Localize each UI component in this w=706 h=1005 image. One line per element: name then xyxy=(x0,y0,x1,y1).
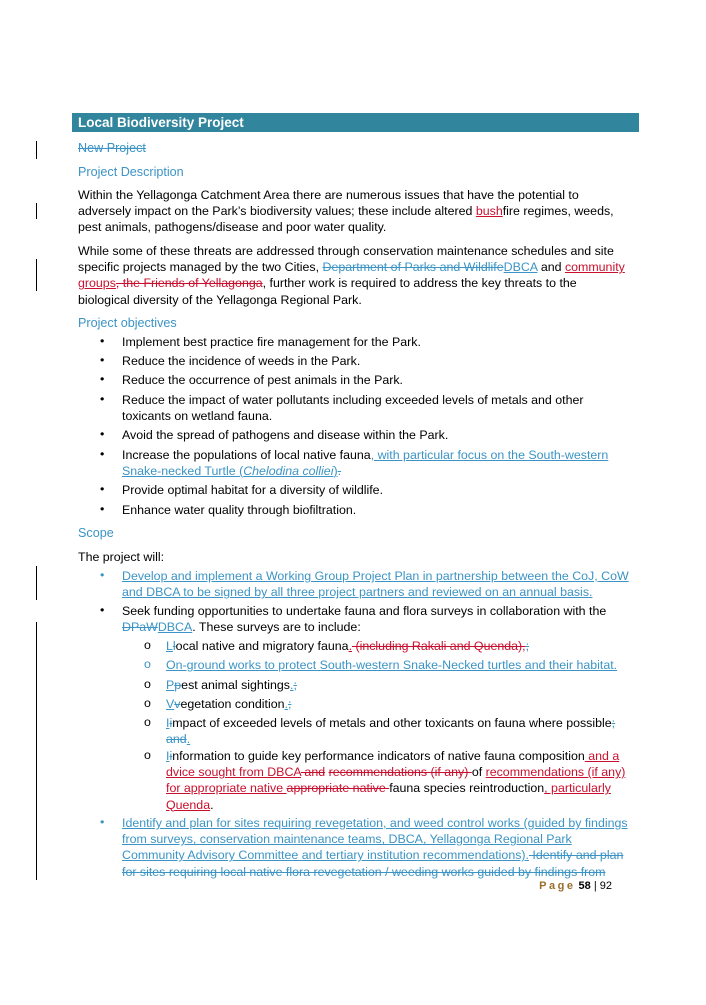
sub-list-item: Vvegetation condition.; xyxy=(166,697,292,711)
list-item: Reduce the impact of water pollutants including exceeded levels of metals and other toxicants on wetland fauna. xyxy=(122,393,584,424)
list-item: Provide optimal habitat for a diversity of wildlife. xyxy=(122,483,384,497)
sub-list-item: Ppest animal sightings.; xyxy=(166,678,297,692)
change-bar xyxy=(36,141,37,159)
page-label: Page xyxy=(539,880,576,892)
project-description-heading: Project Description xyxy=(78,165,184,179)
list-item: Identify and plan for sites requiring revegetation, and weed control works (guided by findings from surveys, conservation maintenance teams, DBCA, Yellagonga Regional Park Community Advisory Committee and tertiary institution recommendations). Identify and plan for sites requiring local native flora revegetation / weeding works guided by findings from xyxy=(122,816,628,879)
page-separator: | xyxy=(590,880,600,892)
sub-list-item: On-ground works to protect South-western Snake-Necked turtles and their habitat. xyxy=(166,658,618,672)
scope-heading: Scope xyxy=(78,526,114,540)
list-item: Enhance water quality through biofiltration. xyxy=(122,503,357,517)
description-paragraph-1: Within the Yellagonga Catchment Area there are numerous issues that have the potential to adversely impact on the Park’s biodiversity values; these include altered bushfire regimes, weeds, pest animals, pathogens/disease and poor water quality. xyxy=(78,188,614,235)
page-number: 58 xyxy=(578,880,591,892)
list-item: Seek funding opportunities to undertake fauna and flora surveys in collaboration with the DPaWDBCA. These surveys are to include: xyxy=(122,604,607,635)
scope-intro: The project will: xyxy=(78,550,165,564)
list-item: Reduce the incidence of weeds in the Park. xyxy=(122,354,361,368)
description-paragraph-2: While some of these threats are addressed through conservation maintenance schedules and site specific projects managed by the two Cities, Department of Parks and WildlifeDBCA and community groups, the Friends of Yellagonga, further work is required to address the key threats to the biological diversity of the Yellagonga Regional Park. xyxy=(78,244,625,307)
list-item: Implement best practice fire management for the Park. xyxy=(122,335,421,349)
page-total: 92 xyxy=(599,880,612,892)
section-header-bar xyxy=(72,113,639,132)
sub-list-item: Llocal native and migratory fauna. (including Rakali and Quenda),; xyxy=(166,639,530,653)
change-bar xyxy=(36,203,37,219)
section-title: Local Biodiversity Project xyxy=(78,115,244,130)
change-bar xyxy=(36,259,37,291)
new-project-heading: New Project xyxy=(78,141,146,155)
sub-list-item: Iimpact of exceeded levels of metals and other toxicants on fauna where possible; and. xyxy=(166,716,616,747)
list-item: Avoid the spread of pathogens and disease within the Park. xyxy=(122,428,449,442)
list-item: Increase the populations of local native fauna, with particular focus on the South-western Snake-necked Turtle (Chelodina colliei). xyxy=(122,448,609,479)
page-footer xyxy=(539,880,612,892)
project-objectives-heading: Project objectives xyxy=(78,316,177,330)
change-bar xyxy=(36,622,37,880)
sub-list-item: Iinformation to guide key performance indicators of native fauna composition and a dvice sought from DBCA and recommendations (if any) of recommendations (if any) for appropriate native appropriate native fauna species reintroduction, particularly Quenda. xyxy=(166,749,626,812)
list-item: Develop and implement a Working Group Project Plan in partnership between the CoJ, CoW and DBCA to be signed by all three project partners and reviewed on an annual basis. xyxy=(122,569,629,600)
list-item: Reduce the occurrence of pest animals in the Park. xyxy=(122,373,404,387)
change-bar xyxy=(36,566,37,600)
